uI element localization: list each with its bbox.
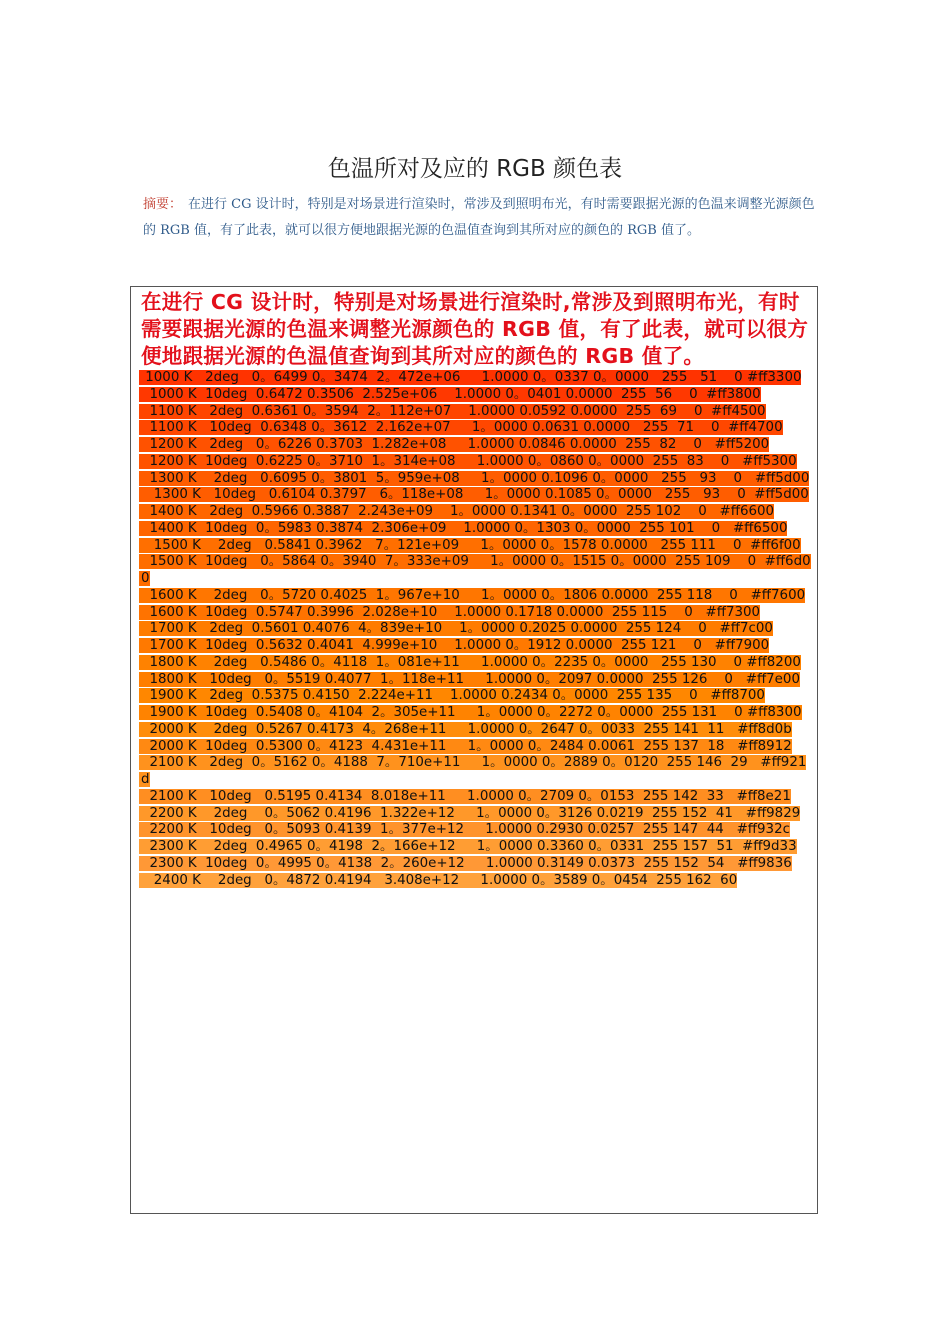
color-row-text: 1000 K 10deg 0.6472 0.3506 2.525e+06 1.0000 0。0401 0.0000 255 56 0 #ff3800 [141, 386, 761, 402]
table-row [139, 789, 811, 806]
color-row-text: 1500 K 10deg 0。5864 0。3940 7。333e+09 1。0000 0。1515 0。0000 255 109 0 #ff6d00 [141, 554, 811, 586]
color-row-text: 1900 K 2deg 0.5375 0.4150 2.224e+11 1.0000 0.2434 0。0000 255 135 0 #ff8700 [141, 688, 765, 704]
table-row [139, 504, 811, 521]
table-row [139, 822, 811, 839]
color-row-text: 1700 K 10deg 0.5632 0.4041 4.999e+10 1.0000 0。1912 0.0000 255 121 0 #ff7900 [141, 638, 770, 653]
color-row-text: 1000 K 2deg 0。6499 0。3474 2。472e+06 1.0000 0。0337 0。0000 255 51 0 #ff3300 [141, 370, 802, 385]
table-row [139, 688, 811, 705]
table-row [139, 420, 811, 437]
table-row [139, 672, 811, 689]
table-row [139, 554, 811, 588]
color-row-text: 1300 K 2deg 0.6095 0。3801 5。959e+08 1。0000 0.1096 0。0000 255 93 0 #ff5d00 [141, 470, 810, 486]
color-table-box [130, 286, 818, 1214]
color-row-text: 1400 K 10deg 0。5983 0.3874 2.306e+09 1.0000 0。1303 0。0000 255 101 0 #ff6500 [141, 520, 788, 536]
color-row-text: 2300 K 2deg 0.4965 0。4198 2。166e+12 1。0000 0.3360 0。0331 255 157 51 #ff9d33 [141, 839, 797, 854]
color-row-text: 2400 K 2deg 0。4872 0.4194 3.408e+12 1.0000 0。3589 0。0454 255 162 60 [141, 872, 738, 888]
table-row [139, 370, 811, 387]
color-row-text: 1400 K 2deg 0.5966 0.3887 2.243e+09 1。0000 0.1341 0。0000 255 102 0 #ff6600 [141, 504, 775, 519]
table-row [139, 404, 811, 421]
color-row-text: 1600 K 2deg 0。5720 0.4025 1。967e+10 1。0000 0。1806 0.0000 255 118 0 #ff7600 [141, 587, 806, 603]
color-row-text: 1700 K 2deg 0.5601 0.4076 4。839e+10 1。0000 0.2025 0.0000 255 124 0 #ff7c00 [141, 621, 773, 637]
abstract-label: 摘要： [143, 197, 183, 212]
table-row [139, 454, 811, 471]
color-row-text: 1200 K 2deg 0。6226 0.3703 1.282e+08 1.0000 0.0846 0.0000 255 82 0 #ff5200 [141, 437, 770, 452]
table-row [139, 856, 811, 873]
table-row [139, 521, 811, 538]
color-row-text: 1800 K 10deg 0。5519 0.4077 1。118e+11 1.0000 0。2097 0.0000 255 126 0 #ff7e00 [141, 671, 800, 687]
table-row [139, 839, 811, 856]
table-row [139, 755, 811, 789]
color-row-text: 2000 K 2deg 0.5267 0.4173 4。268e+11 1.0000 0。2647 0。0033 255 141 11 #ff8d0b [141, 721, 792, 737]
abstract-paragraph [143, 192, 815, 244]
color-row-text: 1500 K 2deg 0.5841 0.3962 7。121e+09 1。0000 0。1578 0.0000 255 111 0 #ff6f00 [141, 537, 801, 553]
color-row-text: 1200 K 10deg 0.6225 0。3710 1。314e+08 1.0000 0。0860 0。0000 255 83 0 #ff5300 [141, 453, 797, 469]
color-row-text: 2200 K 2deg 0。5062 0.4196 1.322e+12 1。0000 0。3126 0.0219 255 152 41 #ff9829 [141, 805, 801, 821]
color-row-text: 1800 K 2deg 0.5486 0。4118 1。081e+11 1.0000 0。2235 0。0000 255 130 0 #ff8200 [141, 654, 801, 670]
color-row-text: 2100 K 10deg 0.5195 0.4134 8.018e+11 1.0000 0。2709 0。0153 255 142 33 #ff8e21 [141, 788, 791, 804]
table-row [139, 605, 811, 622]
color-row-text: 2000 K 10deg 0.5300 0。4123 4.431e+11 1。0000 0。2484 0.0061 255 137 18 #ff8912 [141, 738, 792, 754]
table-row [139, 471, 811, 488]
table-row [139, 739, 811, 756]
color-row-text: 1300 K 10deg 0.6104 0.3797 6。118e+08 1。0000 0.1085 0。0000 255 93 0 #ff5d00 [141, 487, 809, 503]
color-table [139, 370, 811, 889]
table-row [139, 638, 811, 655]
table-row [139, 487, 811, 504]
table-row [139, 705, 811, 722]
table-row [139, 538, 811, 555]
table-row [139, 437, 811, 454]
color-row-text: 1900 K 10deg 0.5408 0。4104 2。305e+11 1。0000 0。2272 0。0000 255 131 0 #ff8300 [141, 705, 802, 720]
abstract-text: 在进行 CG 设计时，特别是对场景进行渲染时，常涉及到照明布光，有时需要跟据光源的色温来调整光源颜色的 RGB 值，有了此表，就可以很方便地跟据光源的色温值查询到其所对应的颜色的 RGB 值了。 [143, 197, 815, 238]
table-row [139, 873, 811, 890]
table-row [139, 588, 811, 605]
color-row-text: 1100 K 2deg 0.6361 0。3594 2。112e+07 1.0000 0.0592 0.0000 255 69 0 #ff4500 [141, 403, 766, 419]
table-row [139, 387, 811, 404]
table-row [139, 621, 811, 638]
page-title: 色温所对及应的 RGB 颜色表 [327, 156, 623, 182]
color-row-text: 2300 K 10deg 0。4995 0。4138 2。260e+12 1.0000 0.3149 0.0373 255 152 54 #ff9836 [141, 855, 792, 871]
table-row [139, 655, 811, 672]
color-row-text: 1600 K 10deg 0.5747 0.3996 2.028e+10 1.0000 0.1718 0.0000 255 115 0 #ff7300 [141, 604, 761, 620]
color-row-text: 2200 K 10deg 0。5093 0.4139 1。377e+12 1.0000 0.2930 0.0257 255 147 44 #ff932c [141, 822, 790, 838]
intro-heading: 在进行 CG 设计时，特别是对场景进行渲染时,常涉及到照明布光，有时需要跟据光源的色温来调整光源颜色的 RGB 值，有了此表，就可以很方便地跟据光源的色温值查询到其所对应的颜色的 RGB 值了。 [141, 290, 809, 368]
color-row-text: 1100 K 10deg 0.6348 0。3612 2.162e+07 1。0000 0.0631 0.0000 255 71 0 #ff4700 [141, 420, 783, 436]
color-row-text: 2100 K 2deg 0。5162 0。4188 7。710e+11 1。0000 0。2889 0。0120 255 146 29 #ff921d [141, 755, 807, 787]
table-row [139, 722, 811, 739]
table-row [139, 806, 811, 823]
